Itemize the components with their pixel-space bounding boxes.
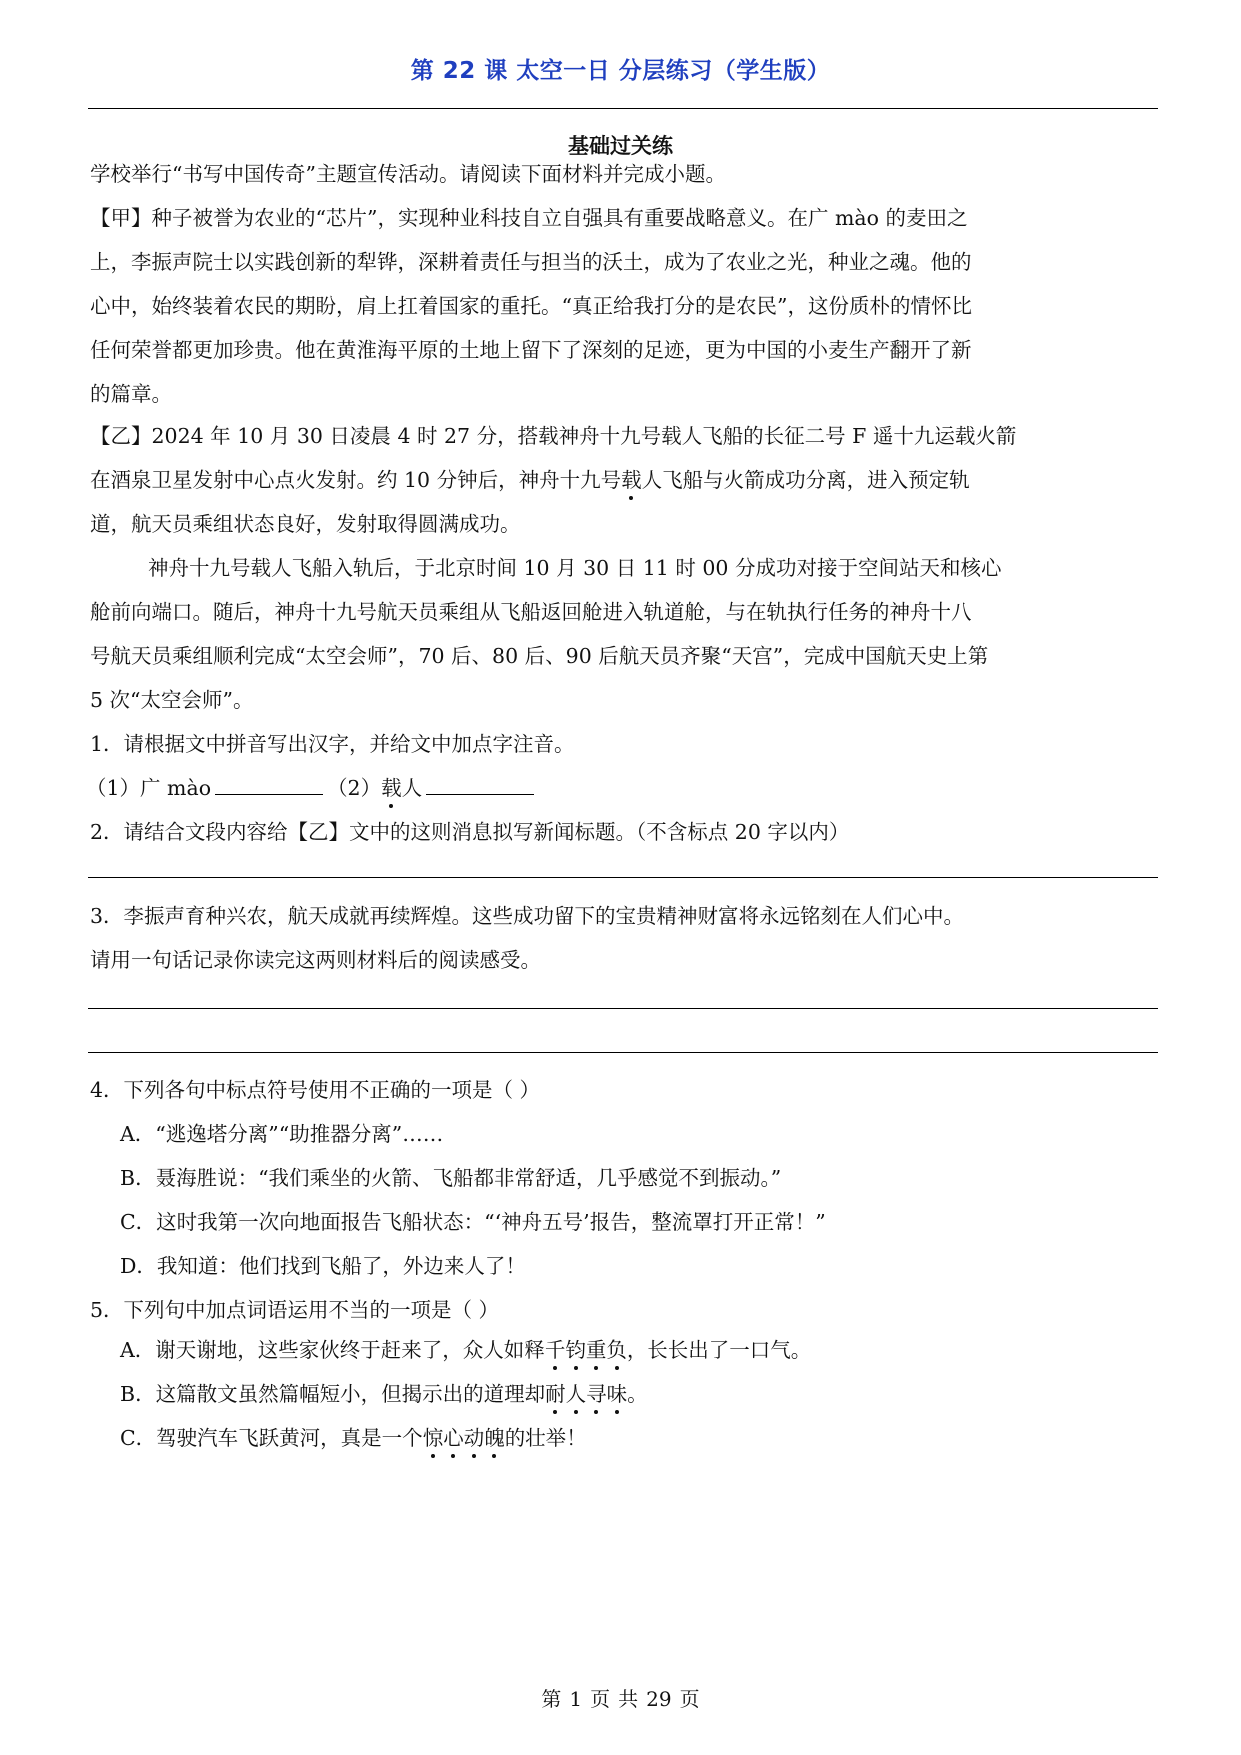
- header-divider: [88, 108, 1158, 109]
- footer-word: 页: [679, 1687, 700, 1711]
- intro-text: 学校举行“书写中国传奇”主题宣传活动。请阅读下面材料并完成小题。: [90, 162, 726, 186]
- passage-yi-line: 【乙】2024 年 10 月 30 日凌晨 4 时 27 分，搭载神舟十九号载人飞船的长征二号 F 遥十九运载火箭: [90, 424, 1017, 448]
- text-run: C．驾驶汽车飞跃黄河，真是一个: [120, 1426, 423, 1450]
- question-3-line: 3．李振声育种兴农，航天成就再续辉煌。这些成功留下的宝贵精神财富将永远铭刻在人们心中。: [90, 904, 965, 928]
- footer-word: 第: [541, 1687, 562, 1711]
- question-4-stem: 4．下列各句中标点符号使用不正确的一项是（ ）: [90, 1078, 541, 1102]
- answer-line: [88, 1052, 1158, 1053]
- q5-option-b: [120, 1377, 648, 1407]
- passage-jia-line: 心中，始终装着农民的期盼，肩上扛着国家的重托。“真正给我打分的是农民”，这份质朴的情怀比: [90, 294, 972, 318]
- q1-item-b-prefix: （2）: [327, 776, 382, 800]
- dotted-character: 动: [464, 1421, 485, 1451]
- total-page-count: 29: [646, 1687, 672, 1711]
- text-run: B．这篇散文虽然篇幅短小，但揭示出的道理却: [120, 1382, 546, 1406]
- dotted-character: 寻: [586, 1377, 607, 1407]
- passage-jia-line: 的篇章。: [90, 382, 172, 406]
- text-run: 人飞船与火箭成功分离，进入预定轨: [641, 468, 970, 492]
- passage-jia-line: 上，李振声院士以实践创新的犁铧，深耕着责任与担当的沃土，成为了农业之光，种业之魂。他的: [90, 250, 972, 274]
- q5-option-c: [120, 1421, 587, 1451]
- q5-option-a: [120, 1333, 811, 1363]
- dotted-character: 载: [381, 771, 402, 801]
- q1-item-b: 人: [401, 776, 423, 800]
- page-footer: [0, 1683, 1241, 1712]
- dotted-character: 重: [586, 1333, 607, 1363]
- footer-word: 页: [590, 1687, 611, 1711]
- passage-yi-line: [90, 463, 970, 493]
- dotted-character: 人: [566, 1377, 587, 1407]
- text-run: A．谢天谢地，这些家伙终于赶来了，众人如释: [120, 1338, 545, 1362]
- question-2-stem: 2．请结合文段内容给【乙】文中的这则消息拟写新闻标题。（不含标点 20 字以内）: [90, 820, 850, 844]
- passage-yi-line: 神舟十九号载人飞船入轨后，于北京时间 10 月 30 日 11 时 00 分成功对接于空间站天和核心: [148, 556, 1002, 580]
- text-run: 。: [627, 1382, 648, 1406]
- passage-jia-line: 【甲】种子被誉为农业的“芯片”，实现种业科技自立自强具有重要战略意义。在广 mào 的麦田之: [90, 206, 968, 230]
- section-title: 基础过关练: [568, 134, 673, 158]
- dotted-character: 味: [607, 1377, 628, 1407]
- dotted-character: 心: [443, 1421, 464, 1451]
- dotted-character: 钧: [565, 1333, 586, 1363]
- q4-option-a: A．“逃逸塔分离”“助推器分离”……: [120, 1122, 444, 1146]
- question-1-stem: 1．请根据文中拼音写出汉字，并给文中加点字注音。: [90, 732, 575, 756]
- dotted-character: 惊: [423, 1421, 444, 1451]
- text-run: 在酒泉卫星发射中心点火发射。约 10 分钟后，神舟十九号: [90, 468, 622, 492]
- q4-option-b: B．聂海胜说：“我们乘坐的火箭、飞船都非常舒适，几乎感觉不到振动。”: [120, 1166, 782, 1190]
- q1-blank-a: [215, 776, 323, 795]
- passage-yi-line: 舱前向端口。随后，神舟十九号航天员乘组从飞船返回舱进入轨道舱，与在轨执行任务的神舟十八: [90, 600, 972, 624]
- dotted-character: 魄: [484, 1421, 505, 1451]
- passage-jia-line: 任何荣誉都更加珍贵。他在黄淮海平原的土地上留下了深刻的足迹，更为中国的小麦生产翻开了新: [90, 338, 972, 362]
- q1-item-a: （1）广 mào: [86, 776, 212, 800]
- dotted-character: 千: [545, 1333, 566, 1363]
- text-run: 的壮举！: [504, 1426, 587, 1450]
- passage-yi-line: 道，航天员乘组状态良好，发射取得圆满成功。: [90, 512, 521, 536]
- question-3-line: 请用一句话记录你读完这两则材料后的阅读感受。: [90, 948, 541, 972]
- dotted-character: 负: [606, 1333, 627, 1363]
- passage-yi-line: 5 次“太空会师”。: [90, 688, 254, 712]
- footer-word: 共: [618, 1687, 639, 1711]
- page-header-title: 第 22 课 太空一日 分层练习（学生版）: [410, 58, 831, 84]
- passage-yi-line: 号航天员乘组顺利完成“太空会师”，70 后、80 后、90 后航天员齐聚“天宫”，完成中国航天史上第: [90, 644, 989, 668]
- dotted-character: 耐: [545, 1377, 566, 1407]
- dotted-character: 载: [621, 463, 642, 493]
- answer-line: [88, 877, 1158, 878]
- question-5-stem: 5．下列句中加点词语运用不当的一项是（ ）: [90, 1298, 500, 1322]
- question-1-items: [86, 771, 538, 801]
- current-page-number: 1: [569, 1687, 583, 1711]
- answer-line: [88, 1008, 1158, 1009]
- text-run: ，长长出了一口气。: [626, 1338, 812, 1362]
- q1-blank-b: [426, 776, 534, 795]
- q4-option-c: C．这时我第一次向地面报告飞船状态：“‘神舟五号’报告，整流罩打开正常！”: [120, 1210, 826, 1234]
- q4-option-d: D．我知道：他们找到飞船了，外边来人了！: [120, 1254, 526, 1278]
